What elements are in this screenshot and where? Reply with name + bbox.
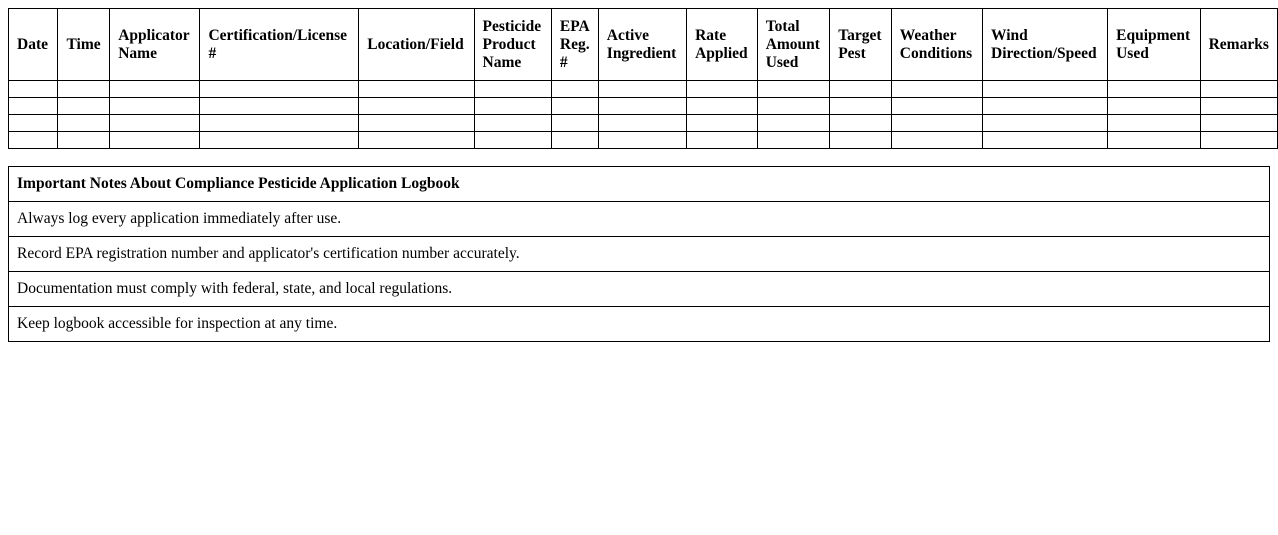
log-entry-cell[interactable] [58,98,110,115]
log-entry-cell[interactable] [1108,98,1200,115]
log-entry-cell[interactable] [757,115,830,132]
log-entry-cell[interactable] [891,81,982,98]
log-entry-cell[interactable] [9,81,58,98]
note-item: Keep logbook accessible for inspection at any time. [9,307,1270,342]
log-entry-cell[interactable] [687,115,758,132]
log-entry-cell[interactable] [1200,115,1277,132]
log-entry-cell[interactable] [1108,115,1200,132]
column-header-location-field: Location/Field [359,9,474,81]
log-entry-cell[interactable] [359,115,474,132]
log-entry-cell[interactable] [359,132,474,149]
log-entry-cell[interactable] [757,98,830,115]
log-entry-cell[interactable] [474,98,551,115]
log-entry-cell[interactable] [359,98,474,115]
log-entry-cell[interactable] [598,115,686,132]
log-entry-cell[interactable] [9,132,58,149]
column-header-weather-conditions: Weather Conditions [891,9,982,81]
log-entry-cell[interactable] [200,98,359,115]
log-entry-cell[interactable] [598,81,686,98]
log-entry-cell[interactable] [474,132,551,149]
log-entry-cell[interactable] [200,81,359,98]
log-entry-cell[interactable] [58,132,110,149]
log-entry-cell[interactable] [757,81,830,98]
column-header-rate-applied: Rate Applied [687,9,758,81]
log-entry-cell[interactable] [200,132,359,149]
column-header-target-pest: Target Pest [830,9,892,81]
notes-title: Important Notes About Compliance Pesticide Application Logbook [9,167,1270,202]
log-entry-cell[interactable] [983,115,1108,132]
log-entry-cell[interactable] [983,98,1108,115]
table-row [9,81,1278,98]
log-entry-cell[interactable] [687,132,758,149]
log-entry-cell[interactable] [551,81,598,98]
log-entry-cell[interactable] [1108,132,1200,149]
log-entry-cell[interactable] [58,115,110,132]
column-header-total-amount-used: Total Amount Used [757,9,830,81]
logbook-body [9,81,1278,149]
table-row [9,132,1278,149]
log-entry-cell[interactable] [891,115,982,132]
column-header-date: Date [9,9,58,81]
header-row [9,9,1278,81]
log-entry-cell[interactable] [687,81,758,98]
log-entry-cell[interactable] [1108,81,1200,98]
note-row [9,272,1270,307]
note-item: Documentation must comply with federal, state, and local regulations. [9,272,1270,307]
notes-title-row [9,167,1270,202]
column-header-remarks: Remarks [1200,9,1277,81]
log-entry-cell[interactable] [891,132,982,149]
compliance-notes-table [8,166,1270,342]
log-entry-cell[interactable] [474,81,551,98]
column-header-equipment-used: Equipment Used [1108,9,1200,81]
log-entry-cell[interactable] [830,98,892,115]
log-entry-cell[interactable] [359,81,474,98]
log-entry-cell[interactable] [110,81,200,98]
log-entry-cell[interactable] [598,98,686,115]
log-entry-cell[interactable] [9,115,58,132]
log-entry-cell[interactable] [830,81,892,98]
column-header-epa-reg: EPA Reg. # [551,9,598,81]
log-entry-cell[interactable] [551,98,598,115]
log-entry-cell[interactable] [687,98,758,115]
log-entry-cell[interactable] [983,81,1108,98]
note-row [9,237,1270,272]
log-entry-cell[interactable] [983,132,1108,149]
log-entry-cell[interactable] [598,132,686,149]
log-entry-cell[interactable] [891,98,982,115]
column-header-certification-license: Certification/License # [200,9,359,81]
column-header-active-ingredient: Active Ingredient [598,9,686,81]
log-entry-cell[interactable] [474,115,551,132]
column-header-applicator-name: Applicator Name [110,9,200,81]
log-entry-cell[interactable] [830,132,892,149]
note-item: Record EPA registration number and applicator's certification number accurately. [9,237,1270,272]
note-row [9,202,1270,237]
log-entry-cell[interactable] [110,132,200,149]
log-entry-cell[interactable] [551,132,598,149]
log-entry-cell[interactable] [58,81,110,98]
log-entry-cell[interactable] [757,132,830,149]
log-entry-cell[interactable] [551,115,598,132]
log-entry-cell[interactable] [1200,81,1277,98]
column-header-wind-direction-speed: Wind Direction/Speed [983,9,1108,81]
log-entry-cell[interactable] [110,98,200,115]
log-entry-cell[interactable] [200,115,359,132]
log-entry-cell[interactable] [9,98,58,115]
log-entry-cell[interactable] [1200,98,1277,115]
log-entry-cell[interactable] [1200,132,1277,149]
log-entry-cell[interactable] [830,115,892,132]
note-item: Always log every application immediately after use. [9,202,1270,237]
table-row [9,115,1278,132]
note-row [9,307,1270,342]
column-header-time: Time [58,9,110,81]
column-header-pesticide-product-name: Pesticide Product Name [474,9,551,81]
log-entry-cell[interactable] [110,115,200,132]
table-row [9,98,1278,115]
logbook-table [8,8,1278,149]
